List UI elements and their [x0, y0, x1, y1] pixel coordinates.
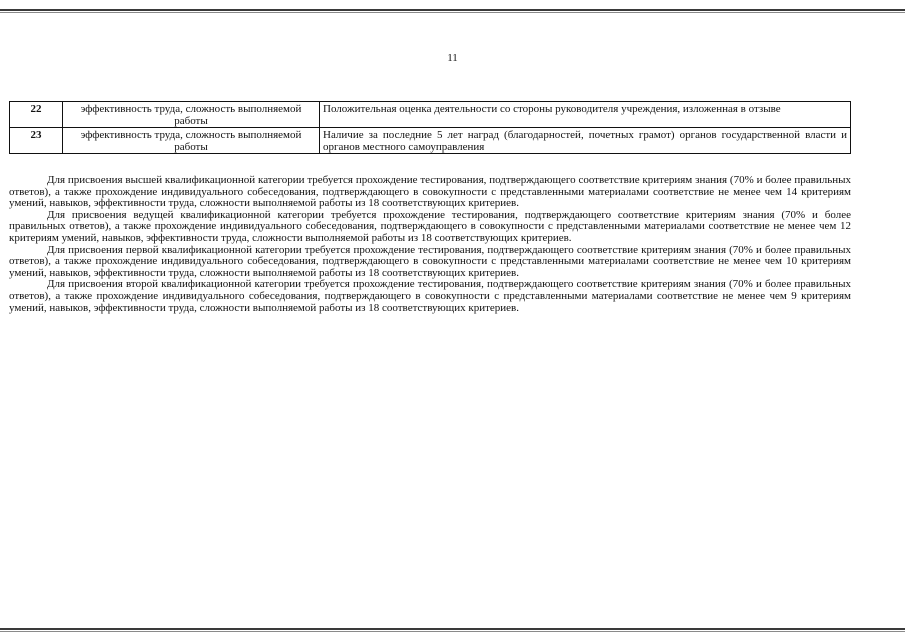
paragraph-first-category: Для присвоения первой квалификационной категории требуется прохождение тестирования, подтверждающего соответствие критериям знания (70% и более правильных ответов), а также прохождение индивидуального собеседования, подтверждающего в совокупности с представленными материалами соответствие не менее чем 10 критериям умений, навыков, эффективности труда, сложности выполняемой работы из 18 соответствующих критериев.	[9, 243, 851, 279]
body-text	[9, 175, 851, 314]
scan-border-bottom-shadow	[0, 631, 905, 632]
page-number: 11	[447, 52, 458, 64]
scan-border-bottom	[0, 628, 905, 630]
scan-border-top-shadow	[0, 12, 905, 13]
criterion-name: эффективность труда, сложность выполняемой работы	[63, 102, 320, 128]
paragraph-highest-category: Для присвоения высшей квалификационной категории требуется прохождение тестирования, подтверждающего соответствие критериям знания (70% и более правильных ответов), а также прохождение индивидуального собеседования, подтверждающего в совокупности с представленными материалами соответствие не менее чем 14 критериям умений, навыков, эффективности труда, сложности выполняемой работы из 18 соответствующих критериев.	[9, 174, 851, 210]
table-row	[10, 128, 851, 154]
row-number: 23	[10, 128, 63, 154]
table-row	[10, 102, 851, 128]
criterion-description: Наличие за последние 5 лет наград (благодарностей, почетных грамот) органов государственной власти и органов местного самоуправления	[320, 128, 851, 154]
paragraph-leading-category: Для присвоения ведущей квалификационной категории требуется прохождение тестирования, подтверждающего соответствие критериям знания (70% и более правильных ответов), а также прохождение индивидуального собеседования, подтверждающего в совокупности с представленными материалами соответствие не менее чем 12 критериям умений, навыков, эффективности труда, сложности выполняемой работы из 18 соответствующих критериев.	[9, 208, 851, 244]
criterion-description: Положительная оценка деятельности со стороны руководителя учреждения, изложенная в отзыве	[320, 102, 851, 128]
criteria-table	[9, 101, 851, 154]
scan-border-top	[0, 9, 905, 11]
criterion-name: эффективность труда, сложность выполняемой работы	[63, 128, 320, 154]
row-number: 22	[10, 102, 63, 128]
paragraph-second-category: Для присвоения второй квалификационной категории требуется прохождение тестирования, подтверждающего соответствие критериям знания (70% и более правильных ответов), а также прохождение индивидуального собеседования, подтверждающего в совокупности с представленными материалами соответствие не менее чем 9 критериям умений, навыков, эффективности труда, сложности выполняемой работы из 18 соответствующих критериев.	[9, 278, 851, 314]
